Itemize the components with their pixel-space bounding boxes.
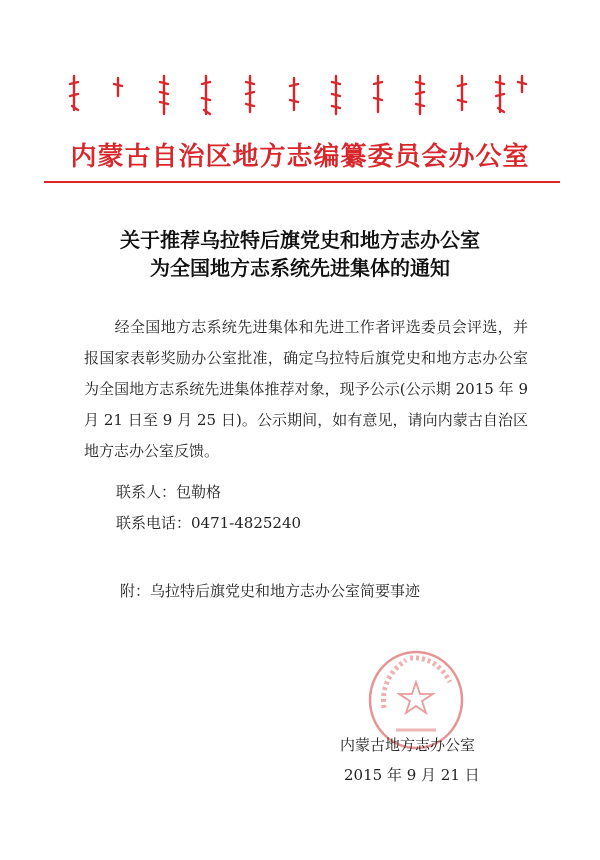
mongolian-header-script — [68, 70, 528, 122]
notice-title-line1: 关于推荐乌拉特后旗党史和地方志办公室 — [120, 228, 480, 252]
contact-person: 联系人：包勒格 — [116, 483, 222, 501]
contact-phone: 联系电话：0471-4825240 — [116, 514, 302, 532]
letterhead-red-divider — [44, 181, 560, 183]
attachment-line: 附：乌拉特后旗党史和地方志办公室简要事迹 — [120, 582, 421, 600]
notice-body-paragraph: 经全国地方志系统先进集体和先进工作者评选委员会评选，并报国家表彰奖励办公室批准，确定乌拉特后旗党史和地方志办公室为全国地方志系统先进集体推荐对象，现予公示(公示期 2015 年 9 月 21 日至 9 月 25 日)。公示期间，如有意见，请向内蒙古自治区地方志办公室反馈。 — [84, 318, 528, 460]
signature-date: 2015 年 9 月 21 日 — [344, 766, 480, 784]
signature-organization: 内蒙古地方志办公室 — [340, 736, 476, 754]
notice-title-line2: 为全国地方志系统先进集体的通知 — [150, 256, 450, 280]
org-letterhead-title: 内蒙古自治区地方志编纂委员会办公室 — [70, 142, 530, 172]
mongolian-script-glyphs — [68, 70, 528, 122]
